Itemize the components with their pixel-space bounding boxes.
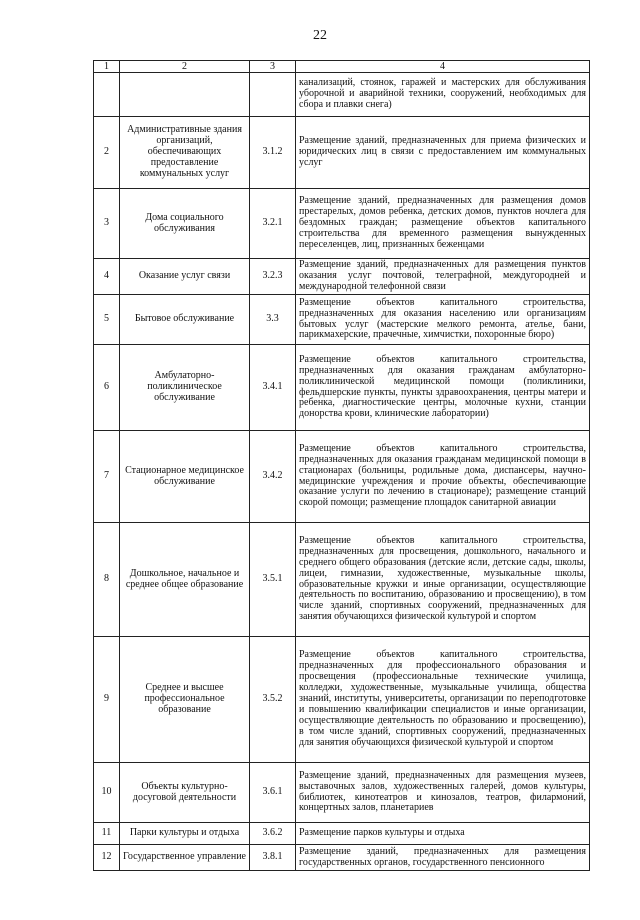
- row-category-name: [120, 73, 250, 117]
- row-description: Размещение объектов капитального строительства, предназначенных для профессионального образования и просвещения (профессиональные технические училища, колледжи, художественные, музыкальные училища, общества знаний, институты, университеты, организации по переподготовке и повышению квалификации специалистов и иные организации, осуществляющие деятельность по образованию и просвещению), в том числе зданий, спортивных сооружений, предназначенных для занятия обучающихся физической культурой и спортом: [296, 637, 590, 763]
- row-description: Размещение объектов капитального строительства, предназначенных для оказания гражданам амбулаторно-поликлинической медицинской помощи (поликлиники, фельдшерские пункты, пункты здравоохранения, центры матери и ребенка, диагностические центры, молочные кухни, станции донорства крови, клинические лаборатории): [296, 345, 590, 431]
- row-number: 4: [94, 259, 120, 295]
- table-row: [94, 73, 590, 117]
- row-number: 9: [94, 637, 120, 763]
- table-row: [94, 189, 590, 259]
- page-number: 22: [313, 28, 327, 43]
- header-col-2: 2: [120, 61, 250, 73]
- header-col-3: 3: [250, 61, 296, 73]
- land-use-table: [93, 60, 590, 871]
- row-number: 10: [94, 763, 120, 823]
- row-category-name: Парки культуры и отдыха: [120, 823, 250, 845]
- row-category-name: Дошкольное, начальное и среднее общее образование: [120, 523, 250, 637]
- row-description: Размещение зданий, предназначенных для размещения музеев, выставочных залов, художественных галерей, домов культуры, библиотек, кинотеатров и кинозалов, театров, филармоний, концертных залов, планетариев: [296, 763, 590, 823]
- row-category-name: Бытовое обслуживание: [120, 295, 250, 345]
- row-code: [250, 73, 296, 117]
- table-row: [94, 295, 590, 345]
- row-description: Размещение зданий, предназначенных для приема физических и юридических лиц в связи с предоставлением им коммунальных услуг: [296, 117, 590, 189]
- table-row: [94, 823, 590, 845]
- row-code: 3.4.2: [250, 431, 296, 523]
- row-description: канализаций, стоянок, гаражей и мастерских для обслуживания уборочной и аварийной техники, сооружений, необходимых для сбора и плавки снега): [296, 73, 590, 117]
- row-code: 3.2.1: [250, 189, 296, 259]
- row-category-name: Государственное управление: [120, 845, 250, 871]
- table-header-row: [94, 61, 590, 73]
- row-number: 6: [94, 345, 120, 431]
- row-category-name: Амбулаторно-поликлиническое обслуживание: [120, 345, 250, 431]
- row-category-name: Среднее и высшее профессиональное образование: [120, 637, 250, 763]
- row-number: 3: [94, 189, 120, 259]
- row-description: Размещение зданий, предназначенных для размещения государственных органов, государственного пенсионного: [296, 845, 590, 871]
- row-description: Размещение зданий, предназначенных для размещения домов престарелых, домов ребенка, детских домов, пунктов ночлега для бездомных граждан; размещение объектов капитального строительства для временного размещения вынужденных переселенцев, лиц, признанных беженцами: [296, 189, 590, 259]
- row-code: 3.1.2: [250, 117, 296, 189]
- row-description: Размещение объектов капитального строительства, предназначенных для просвещения, дошкольного, начального и среднего общего образования (детские ясли, детские сады, школы, лицеи, гимназии, художественные, музыкальные школы, образовательные кружки и иные организации, осуществляющие деятельность по воспитанию, образованию и просвещению), в том числе зданий, спортивных сооружений, предназначенных для занятия обучающихся физической культурой и спортом: [296, 523, 590, 637]
- row-description: Размещение объектов капитального строительства, предназначенных для оказания населению или организациям бытовых услуг (мастерские мелкого ремонта, ателье, бани, парикмахерские, прачечные, химчистки, похоронные бюро): [296, 295, 590, 345]
- row-code: 3.5.2: [250, 637, 296, 763]
- row-category-name: Оказание услуг связи: [120, 259, 250, 295]
- table-body: [94, 61, 590, 871]
- table-row: [94, 845, 590, 871]
- row-number: 2: [94, 117, 120, 189]
- table-row: [94, 523, 590, 637]
- row-number: 7: [94, 431, 120, 523]
- row-code: 3.2.3: [250, 259, 296, 295]
- row-category-name: Административные здания организаций, обеспечивающих предоставление коммунальных услуг: [120, 117, 250, 189]
- row-number: 8: [94, 523, 120, 637]
- row-number: 11: [94, 823, 120, 845]
- row-description: Размещение зданий, предназначенных для размещения пунктов оказания услуг почтовой, телеграфной, междугородней и международной телефонной связи: [296, 259, 590, 295]
- row-code: 3.4.1: [250, 345, 296, 431]
- row-number: 5: [94, 295, 120, 345]
- row-code: 3.5.1: [250, 523, 296, 637]
- header-col-4: 4: [296, 61, 590, 73]
- row-number: [94, 73, 120, 117]
- row-description: Размещение объектов капитального строительства, предназначенных для оказания гражданам медицинской помощи в стационарах (больницы, родильные дома, диспансеры, научно-медицинские учреждения и прочие объекты, обеспечивающие оказание услуги по лечению в стационаре); размещение станций скорой помощи; размещение площадок санитарной авиации: [296, 431, 590, 523]
- header-col-1: 1: [94, 61, 120, 73]
- row-category-name: Дома социального обслуживания: [120, 189, 250, 259]
- table-row: [94, 431, 590, 523]
- row-number: 12: [94, 845, 120, 871]
- row-code: 3.8.1: [250, 845, 296, 871]
- row-description: Размещение парков культуры и отдыха: [296, 823, 590, 845]
- table-row: [94, 763, 590, 823]
- table-row: [94, 117, 590, 189]
- row-category-name: Стационарное медицинское обслуживание: [120, 431, 250, 523]
- row-code: 3.6.2: [250, 823, 296, 845]
- table-row: [94, 637, 590, 763]
- table-row: [94, 345, 590, 431]
- table-row: [94, 259, 590, 295]
- row-code: 3.3: [250, 295, 296, 345]
- row-category-name: Объекты культурно-досуговой деятельности: [120, 763, 250, 823]
- row-code: 3.6.1: [250, 763, 296, 823]
